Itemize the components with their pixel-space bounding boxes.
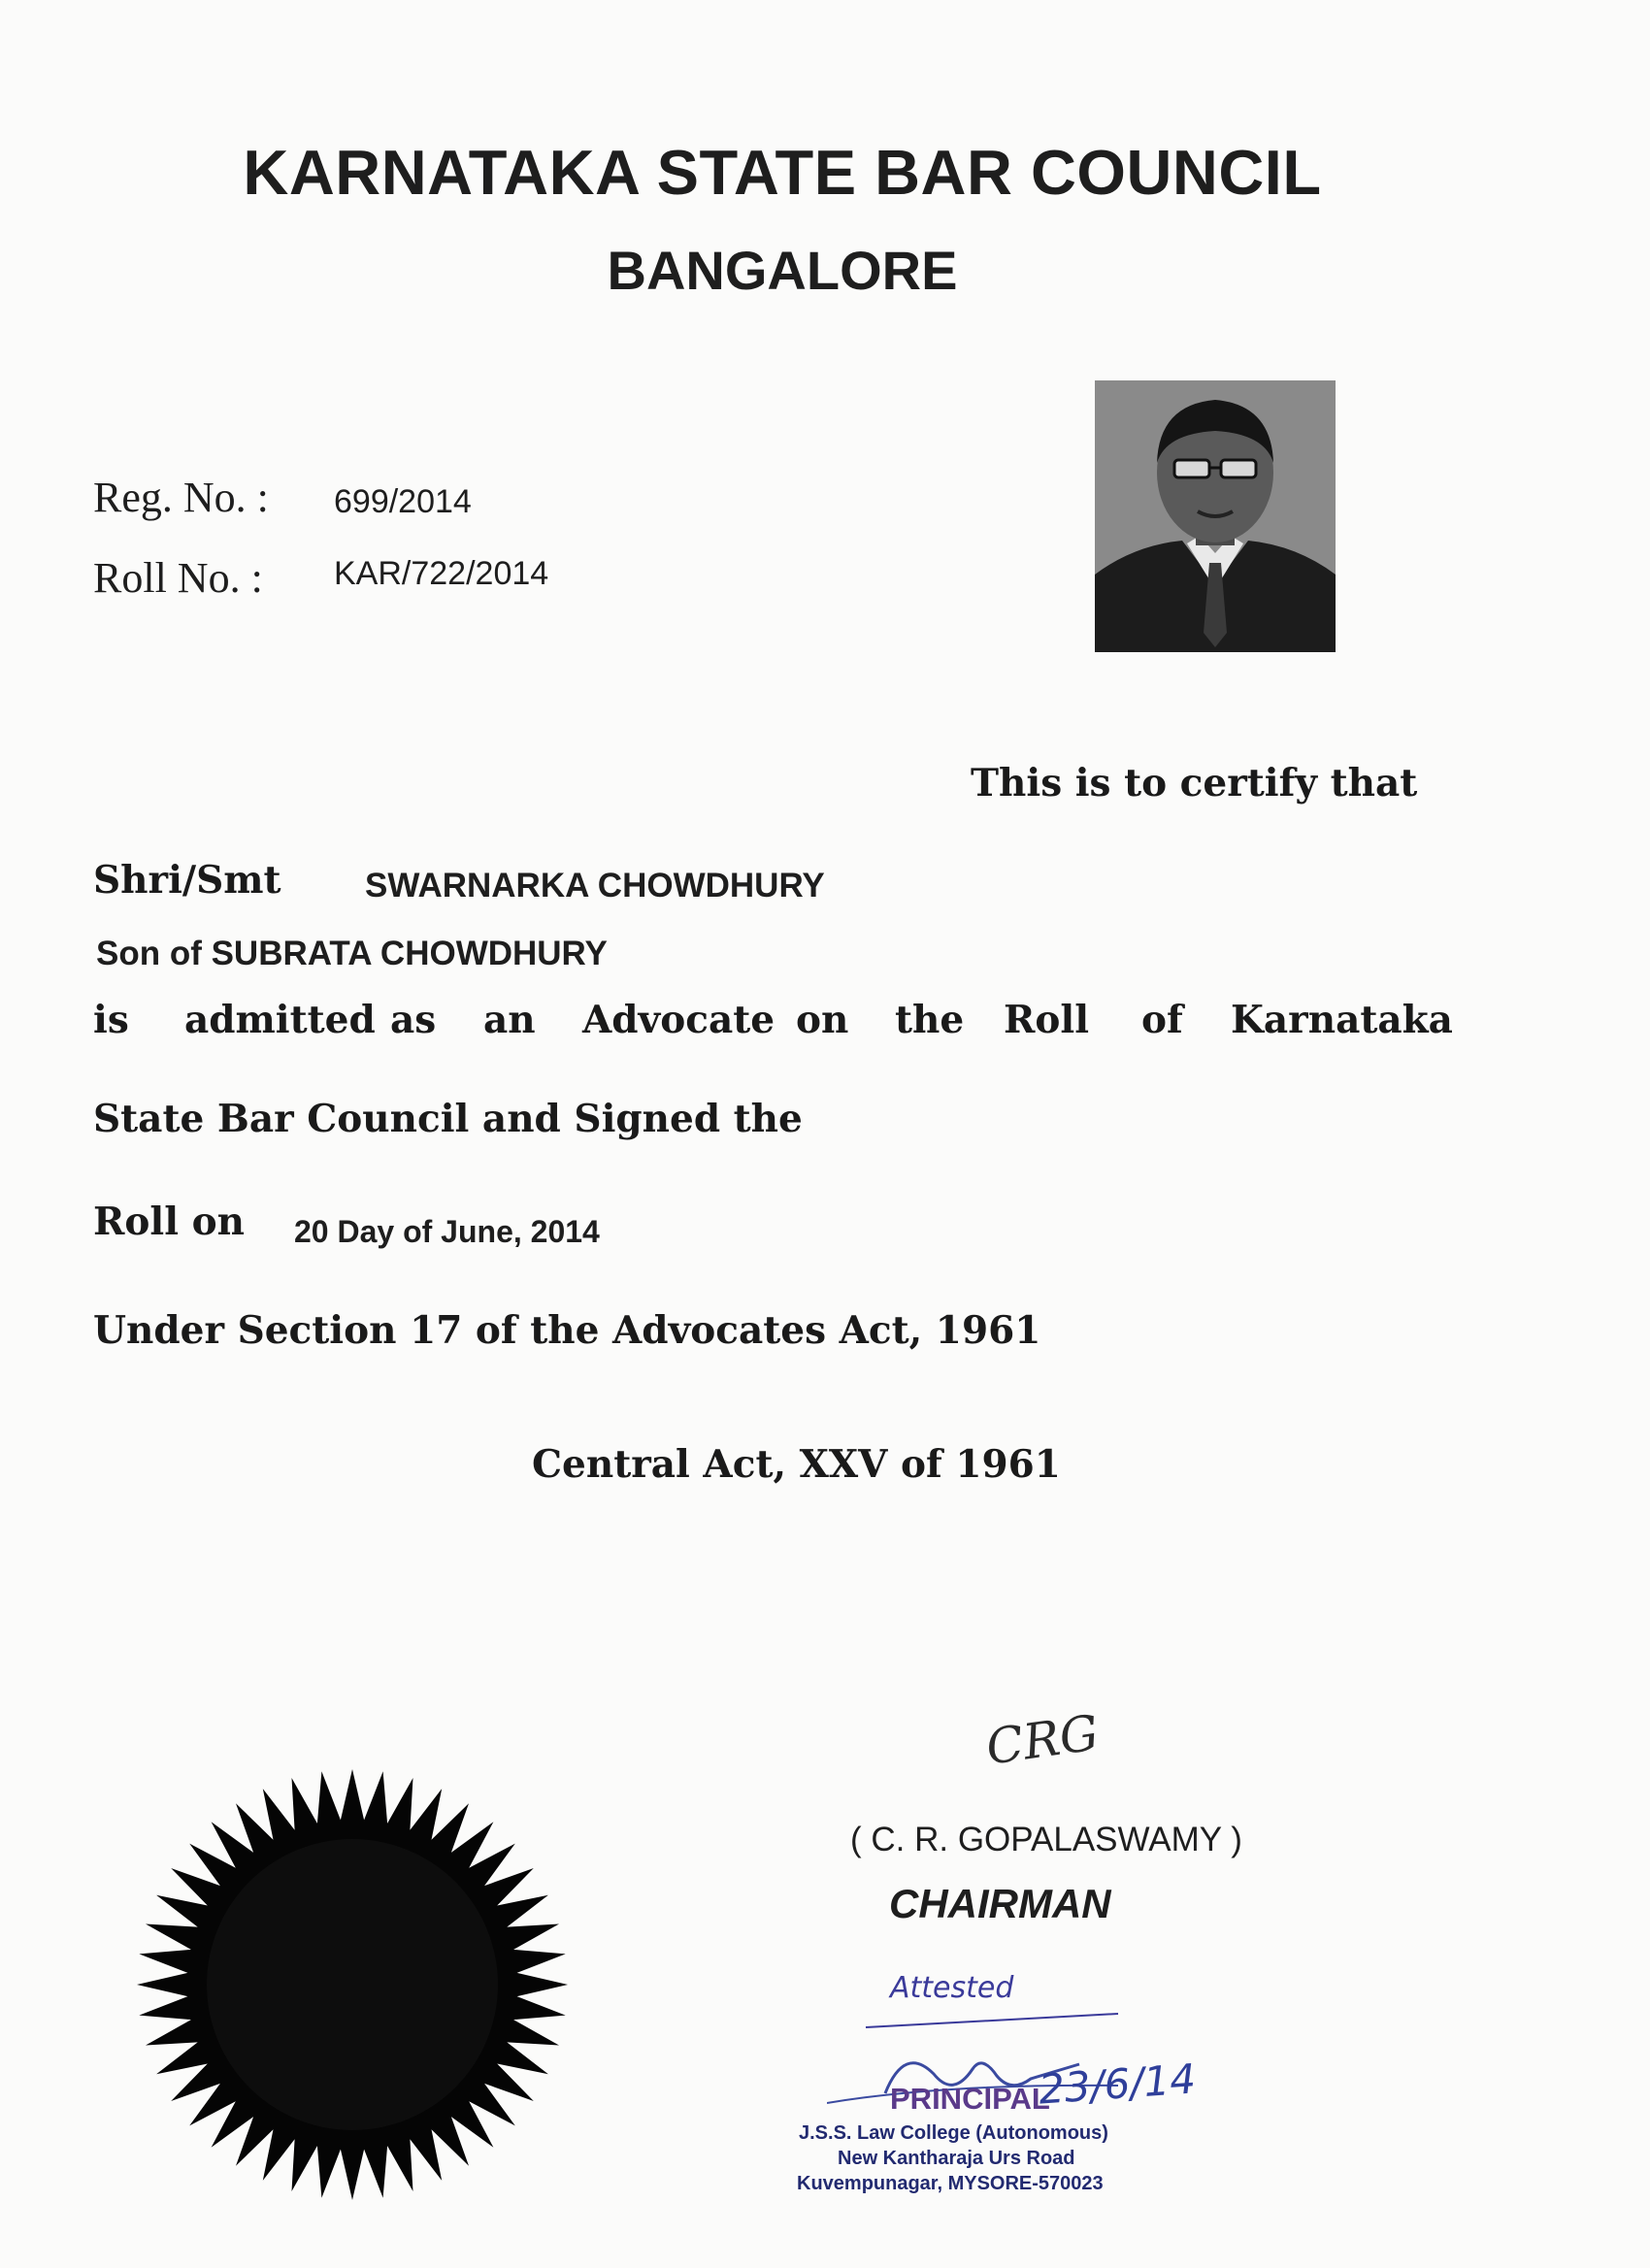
advocate-name: SWARNARKA CHOWDHURY [365,867,825,904]
chairman-name: ( C. R. GOPALASWAMY ) [850,1821,1242,1858]
roll-on-label: Roll on [93,1200,245,1244]
admitted-word: the [895,998,965,1042]
central-act-line: Central Act, XXV of 1961 [532,1442,1061,1487]
advocate-photo [1095,380,1336,652]
admitted-word: as [390,998,437,1042]
college-address-1: New Kantharaja Urs Road [838,2148,1075,2169]
attestation-stamp [788,1971,1235,2268]
admitted-word: Advocate [582,998,776,1042]
college-name: J.S.S. Law College (Autonomous) [799,2122,1108,2144]
admitted-word: an [483,998,536,1042]
council-seal [134,1766,571,2203]
council-line: State Bar Council and Signed the [93,1097,803,1141]
certify-line: This is to certify that [971,761,1418,805]
honorific: Shri/Smt [93,858,281,903]
chairman-title: CHAIRMAN [889,1881,1111,1926]
college-address-2: Kuvempunagar, MYSORE-570023 [797,2173,1104,2194]
admitted-word: Roll [1004,998,1090,1042]
principal-role: PRINCIPAL [890,2082,1050,2116]
roll-no-label: Roll No. : [93,554,263,602]
reg-no-value: 699/2014 [334,483,472,520]
admitted-word: Karnataka [1231,998,1453,1042]
attested-handwriting: Attested [890,1971,1014,2005]
council-city: BANGALORE [607,240,958,301]
section-line: Under Section 17 of the Advocates Act, 1961 [93,1308,1041,1353]
admitted-word: of [1141,998,1183,1042]
admitted-word: is [93,998,129,1042]
roll-on-date: 20 Day of June, 2014 [294,1214,600,1249]
chairman-signature: CRG [982,1704,1103,1776]
admitted-word: admitted [184,998,376,1042]
admitted-word: on [796,998,849,1042]
attestation-date: 23/6/14 [1037,2054,1198,2114]
roll-no-value: KAR/722/2014 [334,555,549,592]
parentage: Son of SUBRATA CHOWDHURY [96,935,608,972]
reg-no-label: Reg. No. : [93,474,269,521]
council-title: KARNATAKA STATE BAR COUNCIL [243,137,1322,208]
